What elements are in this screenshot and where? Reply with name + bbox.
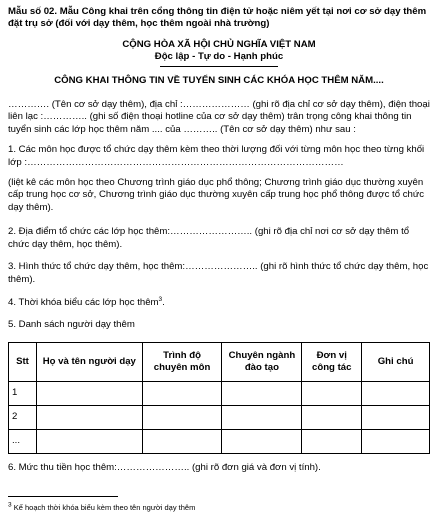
item-6: 6. Mức thu tiền học thêm:………………….. (ghi rõ đơn giá và đơn vị tính). — [8, 461, 321, 473]
footnote-marker: 3 — [8, 501, 12, 509]
table-row — [9, 429, 430, 453]
cell-major — [222, 381, 302, 405]
nation-title: CỘNG HÒA XÃ HỘI CHỦ NGHĨA VIỆT NAM — [122, 38, 316, 50]
motto-underline — [160, 66, 278, 67]
motto: Độc lập - Tự do - Hạnh phúc — [154, 51, 284, 63]
item-4-footnote-marker: 3 — [158, 295, 163, 303]
cell-stt: ... — [9, 429, 37, 453]
col-teacher-name: Họ và tên người dạy — [36, 342, 142, 381]
footnote-text: Kế hoạch thời khóa biểu kèm theo tên người dạy thêm — [13, 503, 196, 512]
cell-qualification — [142, 405, 222, 429]
item-4: 4. Thời khóa biểu các lớp học thêm$^3$. — [8, 295, 165, 308]
document-page — [8, 6, 430, 512]
cell-qualification — [142, 429, 222, 453]
item-5: 5. Danh sách người dạy thêm — [8, 319, 135, 331]
cell-qualification — [142, 381, 222, 405]
cell-workplace — [302, 381, 362, 405]
cell-teacher-name — [36, 381, 142, 405]
cell-teacher-name — [36, 405, 142, 429]
item-3: 3. Hình thức tổ chức dạy thêm, học thêm:………………….. (ghi rõ hình thức tổ chức dạy thêm, học thêm). — [8, 261, 429, 285]
item-4-text: 4. Thời khóa biểu các lớp học thêm — [8, 296, 159, 308]
form-header: Mẫu số 02. Mẫu Công khai trên cổng thông tin điện tử hoặc niêm yết tại nơi cơ sở dạy thêm đặt trụ sở (đối với dạy thêm, học thêm ngoài nhà trường) — [8, 6, 427, 30]
cell-teacher-name — [36, 429, 142, 453]
col-major: Chuyên ngành đào tạo — [222, 342, 302, 381]
cell-notes — [362, 429, 430, 453]
cell-notes — [362, 381, 430, 405]
table-row — [9, 381, 430, 405]
cell-major — [222, 429, 302, 453]
document-title: CÔNG KHAI THÔNG TIN VỀ TUYỂN SINH CÁC KHÓA HỌC THÊM NĂM.... — [54, 74, 384, 86]
col-stt: Stt — [9, 342, 37, 381]
item-2: 2. Địa điểm tổ chức các lớp học thêm:…………………….. (ghi rõ địa chỉ nơi cơ sở dạy thêm tổ chức dạy thêm, học thêm). — [8, 226, 410, 250]
cell-major — [222, 405, 302, 429]
col-notes: Ghi chú — [362, 342, 430, 381]
intro-paragraph: …………. (Tên cơ sở dạy thêm), địa chỉ :………………… (ghi rõ địa chỉ cơ sở dạy thêm), điện thoại liên lạc :………….. (ghi số điện thoại hotline của cơ sở dạy thêm) trân trọng công khai thông tin tuyển sinh các lớp học thêm năm .... của ……….. (Tên cơ sở dạy thêm) như sau : — [8, 99, 430, 135]
item-1-note: (liệt kê các môn học theo Chương trình giáo dục phổ thông; Chương trình giáo dục thường xuyên cấp trung học cơ sở, Chương trình giáo dục thường xuyên cấp trung học phổ thông được tổ chức dạy thêm). — [8, 177, 425, 213]
cell-notes — [362, 405, 430, 429]
col-workplace: Đơn vị công tác — [302, 342, 362, 381]
cell-workplace — [302, 429, 362, 453]
col-qualification: Trình độ chuyên môn — [142, 342, 222, 381]
footnote — [8, 503, 430, 512]
item-1: 1. Các môn học được tổ chức dạy thêm kèm theo thời lượng đối với từng môn học theo từng khối lớp :……………………………………………………………………………………… — [8, 144, 425, 168]
footnote-divider — [8, 496, 118, 497]
table-header-row — [9, 342, 430, 381]
teacher-table — [8, 342, 430, 454]
cell-stt: 2 — [9, 405, 37, 429]
cell-stt: 1 — [9, 381, 37, 405]
table-row — [9, 405, 430, 429]
cell-workplace — [302, 405, 362, 429]
